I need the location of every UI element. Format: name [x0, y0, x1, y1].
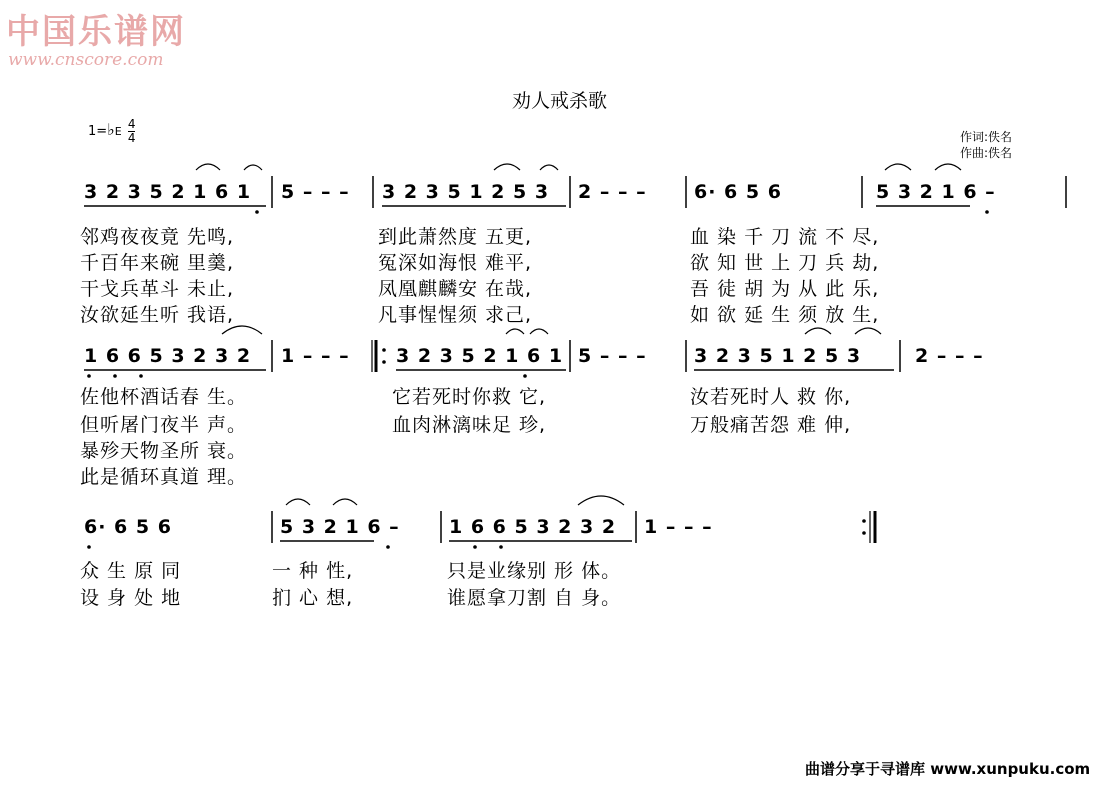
- time-top: 4: [127, 117, 136, 131]
- system3-measure1: 6· 6 5 6: [84, 516, 172, 538]
- key-tonic: E: [114, 125, 122, 138]
- system3-lyric2-c: 谁愿拿刀割 自 身。: [447, 587, 622, 609]
- system3-lyric1-b: 一 种 性,: [272, 560, 354, 582]
- system1-measure3: 3 2 3 5 1 2 5 3: [382, 181, 550, 203]
- low-octave-dot: [985, 210, 989, 214]
- system1-lyric2-c: 欲 知 世 上 刀 兵 劫,: [690, 252, 880, 274]
- system1-lyric1-b: 到此萧然度 五更,: [378, 226, 533, 248]
- system2-lyric2-a: 但听屠门夜半 声。: [80, 414, 248, 436]
- slur: [805, 328, 831, 334]
- system1-lyric1-a: 邻鸡夜夜竟 先鸣,: [80, 226, 235, 248]
- watermark-logo: 中国乐谱网: [6, 12, 186, 52]
- slur: [196, 164, 220, 170]
- watermark-url: www.cnscore.com: [8, 50, 164, 70]
- system1-lyric2-b: 冤深如海恨 难平,: [378, 252, 533, 274]
- system1-measure5: 6· 6 5 6: [694, 181, 782, 203]
- system3-lyric2-a: 设 身 处 地: [80, 587, 182, 609]
- low-octave-dot: [386, 545, 390, 549]
- system2-lyric1-b: 它若死时你救 它,: [392, 386, 547, 408]
- slur: [244, 165, 262, 170]
- key-prefix: 1=: [88, 124, 108, 139]
- system1-measure1: 3 2 3 5 2 1 6 1: [84, 181, 252, 203]
- system3-lyric2-b: 扪 心 想,: [272, 587, 354, 609]
- low-octave-dot: [473, 545, 477, 549]
- system2-measure3: 3 2 3 5 2 1 6 1: [396, 345, 564, 367]
- song-title: 劝人戒杀歌: [511, 90, 607, 112]
- slur: [506, 329, 524, 334]
- system1-measure4: 2 – – –: [578, 181, 647, 203]
- footer-credit: 曲谱分享于寻谱库 www.xunpuku.com: [805, 760, 1091, 778]
- flat-sign: ♭: [107, 120, 115, 139]
- system3-lyric1-a: 众 生 原 同: [80, 560, 182, 582]
- system1-measure2: 5 – – –: [281, 181, 350, 203]
- system1-lyric2-a: 千百年来碗 里羹,: [80, 252, 235, 274]
- system2-lyric4-a: 此是循环真道 理。: [80, 466, 248, 488]
- low-octave-dot: [87, 545, 91, 549]
- slur: [333, 499, 357, 505]
- system1-measure6: 5 3 2 1 6 –: [876, 181, 996, 203]
- slur: [286, 499, 310, 505]
- system1-lyric4-b: 凡事惺惺须 求己,: [378, 304, 533, 326]
- system2-measure1: 1 6 6 5 3 2 3 2: [84, 345, 252, 367]
- system2-lyric2-b: 血肉淋漓味足 珍,: [392, 414, 547, 436]
- lyricist-credit: 作词:佚名: [960, 130, 1013, 144]
- system1-lyric3-c: 吾 徒 胡 为 从 此 乐,: [690, 278, 880, 300]
- repeat-dot: [862, 531, 866, 535]
- low-octave-dot: [523, 374, 527, 378]
- time-bottom: 4: [127, 131, 136, 145]
- slur: [885, 164, 911, 170]
- system2-measure5: 3 2 3 5 1 2 5 3: [694, 345, 862, 367]
- system1-lyric4-a: 汝欲延生听 我语,: [80, 304, 235, 326]
- system2-lyric1-a: 佐他杯酒话春 生。: [80, 386, 248, 408]
- system2-measure6: 2 – – –: [915, 345, 984, 367]
- system2-measure2: 1 – – –: [281, 345, 350, 367]
- system3-measure3: 1 6 6 5 3 2 3 2: [449, 516, 617, 538]
- slur: [222, 326, 262, 334]
- system2-lyric1-c: 汝若死时人 救 你,: [690, 386, 852, 408]
- low-octave-dot: [139, 374, 143, 378]
- slur: [530, 329, 548, 334]
- repeat-dot: [382, 348, 386, 352]
- repeat-dot: [382, 360, 386, 364]
- low-octave-dot: [87, 374, 91, 378]
- low-octave-dot: [113, 374, 117, 378]
- low-octave-dot: [255, 210, 259, 214]
- composer-credit: 作曲:佚名: [960, 146, 1013, 160]
- system2-lyric3-a: 暴殄天物圣所 衰。: [80, 440, 248, 462]
- slur: [494, 164, 520, 170]
- slur: [935, 164, 961, 170]
- slur: [855, 328, 881, 334]
- repeat-dot: [862, 519, 866, 523]
- system1-lyric1-c: 血 染 千 刀 流 不 尽,: [690, 226, 880, 248]
- system1-lyric4-c: 如 欲 延 生 须 放 生,: [690, 304, 880, 326]
- system1-lyric3-b: 凤凰麒麟安 在哉,: [378, 278, 533, 300]
- system3-measure4: 1 – – –: [644, 516, 713, 538]
- system3-measure2: 5 3 2 1 6 –: [280, 516, 400, 538]
- system2-measure4: 5 – – –: [578, 345, 647, 367]
- system1-lyric3-a: 干戈兵革斗 未止,: [80, 278, 235, 300]
- system2-lyric2-c: 万般痛苦怨 难 伸,: [690, 414, 852, 436]
- slur: [540, 165, 558, 170]
- low-octave-dot: [499, 545, 503, 549]
- system3-lyric1-c: 只是业缘别 形 体。: [447, 560, 622, 582]
- slur: [578, 496, 624, 505]
